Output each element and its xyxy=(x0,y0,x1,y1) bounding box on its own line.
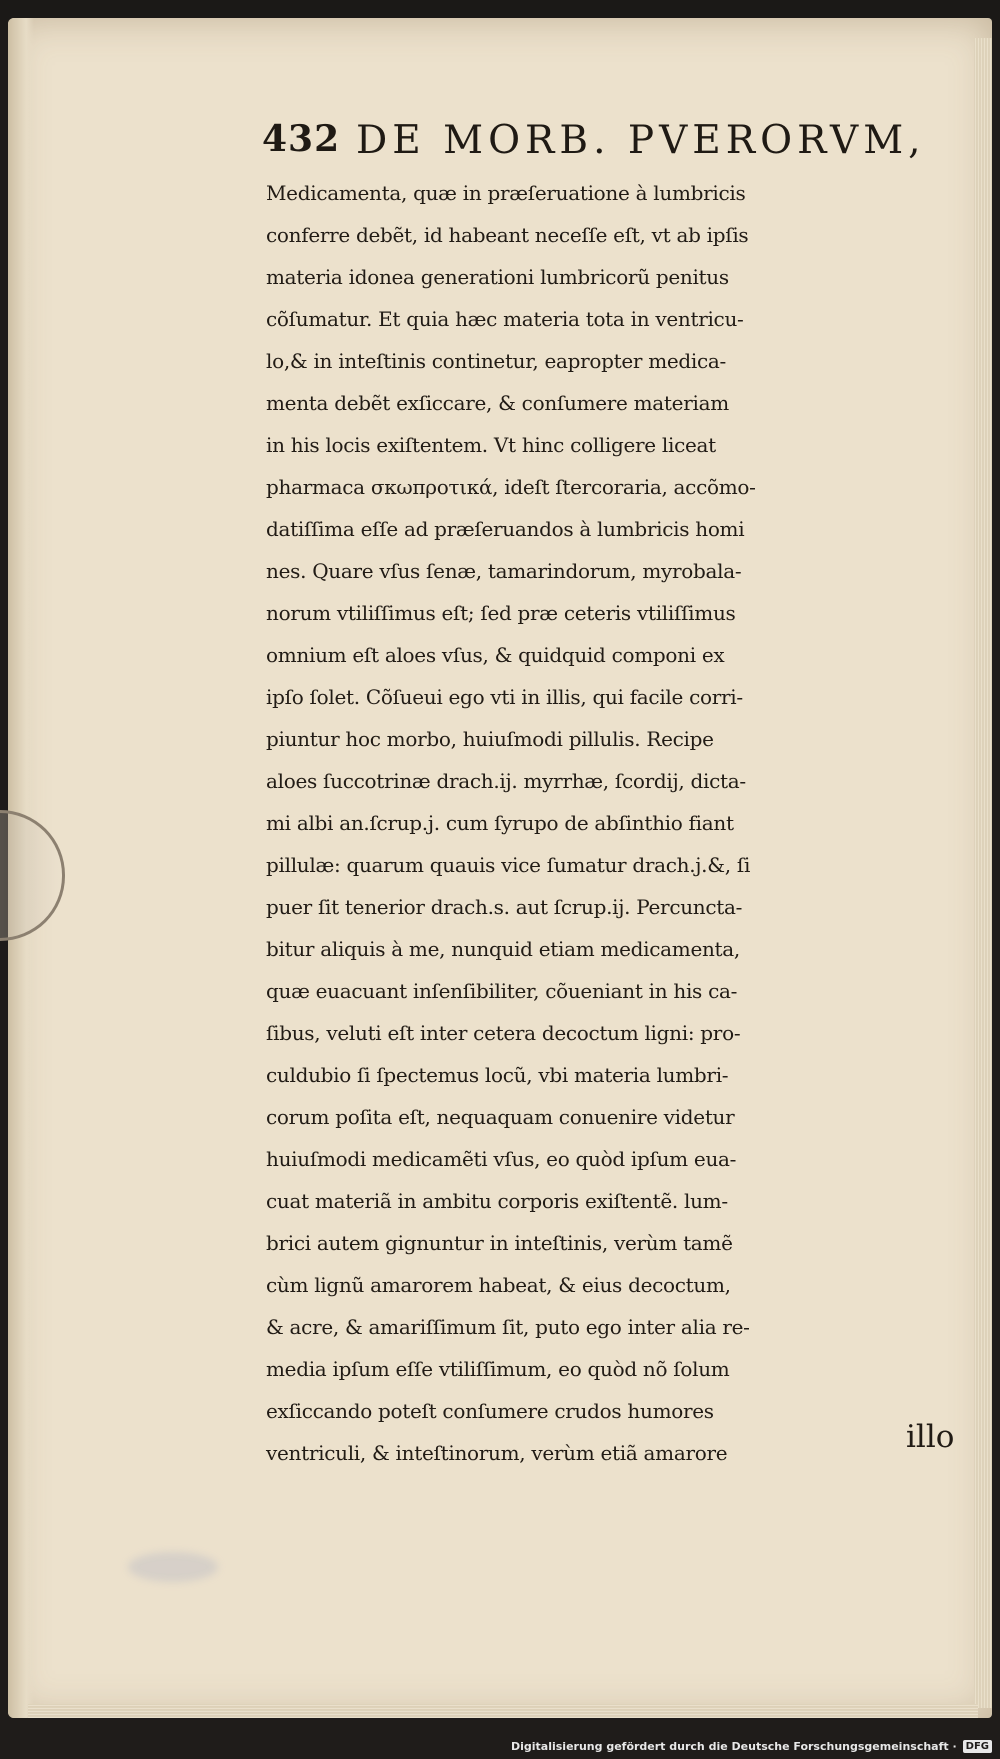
text-line: corum poſita eſt, nequaquam conuenire videtur xyxy=(266,1105,735,1129)
text-line: norum vtiliſſimus eſt; ſed præ ceteris vtiliſſimus xyxy=(266,601,736,625)
page-header xyxy=(262,118,926,168)
text-line: ventriculi, & inteſtinorum, verùm etiã amarore xyxy=(266,1441,728,1465)
text-line: mi albi an.ſcrup.j. cum ſyrupo de abſinthio fiant xyxy=(266,811,734,835)
text-line: bitur aliquis à me, nunquid etiam medicamenta, xyxy=(266,937,740,961)
page-number: 432 xyxy=(262,118,341,160)
text-line: datiſſima eſſe ad præſeruandos à lumbricis homi xyxy=(266,517,745,541)
text-line: piuntur hoc morbo, huiuſmodi pillulis. Recipe xyxy=(266,727,714,751)
text-line: lo,& in inteſtinis continetur, eapropter medica- xyxy=(266,349,726,373)
text-line: in his locis exiſtentem. Vt hinc colligere liceat xyxy=(266,433,716,457)
text-line: conferre debẽt, id habeant neceſſe eſt, vt ab ipſis xyxy=(266,223,749,247)
scan-footer xyxy=(511,1735,992,1757)
text-line: pharmaca σκωπροτικά, ideſt ſtercoraria, accõmo- xyxy=(266,475,756,499)
text-line: ſibus, veluti eſt inter cetera decoctum ligni: pro- xyxy=(266,1021,741,1045)
ink-smudge xyxy=(128,1552,218,1582)
text-line: & acre, & amariſſimum ſit, puto ego inter alia re- xyxy=(266,1315,750,1339)
dfg-logo: DFG xyxy=(963,1740,992,1753)
text-line: huiuſmodi medicamẽti vſus, eo quòd ipſum eua- xyxy=(266,1147,737,1171)
text-line: materia idonea generationi lumbricorũ penitus xyxy=(266,265,729,289)
body-text xyxy=(266,172,966,1474)
text-line: brici autem gignuntur in inteſtinis, verùm tamẽ xyxy=(266,1231,733,1255)
text-line: nes. Quare vſus ſenæ, tamarindorum, myrobala- xyxy=(266,559,742,583)
digitization-credit: Digitalisierung gefördert durch die Deutsche Forschungsgemeinschaft · xyxy=(510,1739,957,1753)
text-line: culdubio ſi ſpectemus locũ, vbi materia lumbri- xyxy=(266,1063,729,1087)
text-line: ipſo ſolet. Cõſueui ego vti in illis, qui facile corri- xyxy=(266,685,743,709)
text-line: exſiccando poteſt conſumere crudos humores xyxy=(266,1399,714,1423)
running-head: DE MORB. PVERORVM, xyxy=(356,118,926,163)
text-line: omnium eſt aloes vſus, & quidquid componi ex xyxy=(266,643,725,667)
text-line: aloes ſuccotrinæ drach.ij. myrrhæ, ſcordij, dicta- xyxy=(266,769,746,793)
text-line: puer ſit tenerior drach.s. aut ſcrup.ij. Percuncta- xyxy=(266,895,743,919)
text-line: cõſumatur. Et quia hæc materia tota in ventricu- xyxy=(266,307,744,331)
text-line: pillulæ: quarum quauis vice ſumatur drach.j.&, ſi xyxy=(266,853,751,877)
text-line: media ipſum eſſe vtiliſſimum, eo quòd nõ ſolum xyxy=(266,1357,730,1381)
catchword: illo xyxy=(906,1419,955,1455)
text-line: menta debẽt exſiccare, & conſumere materiam xyxy=(266,391,729,415)
text-line: Medicamenta, quæ in præſeruatione à lumbricis xyxy=(266,181,746,205)
text-line: cuat materiã in ambitu corporis exiſtentẽ. lum- xyxy=(266,1189,728,1213)
page-fore-edge xyxy=(974,38,992,1708)
page-bottom-edge xyxy=(28,1704,978,1718)
text-line: quæ euacuant inſenſibiliter, cõueniant in his ca- xyxy=(266,979,738,1003)
text-line: cùm lignũ amarorem habeat, & eius decoctum, xyxy=(266,1273,731,1297)
